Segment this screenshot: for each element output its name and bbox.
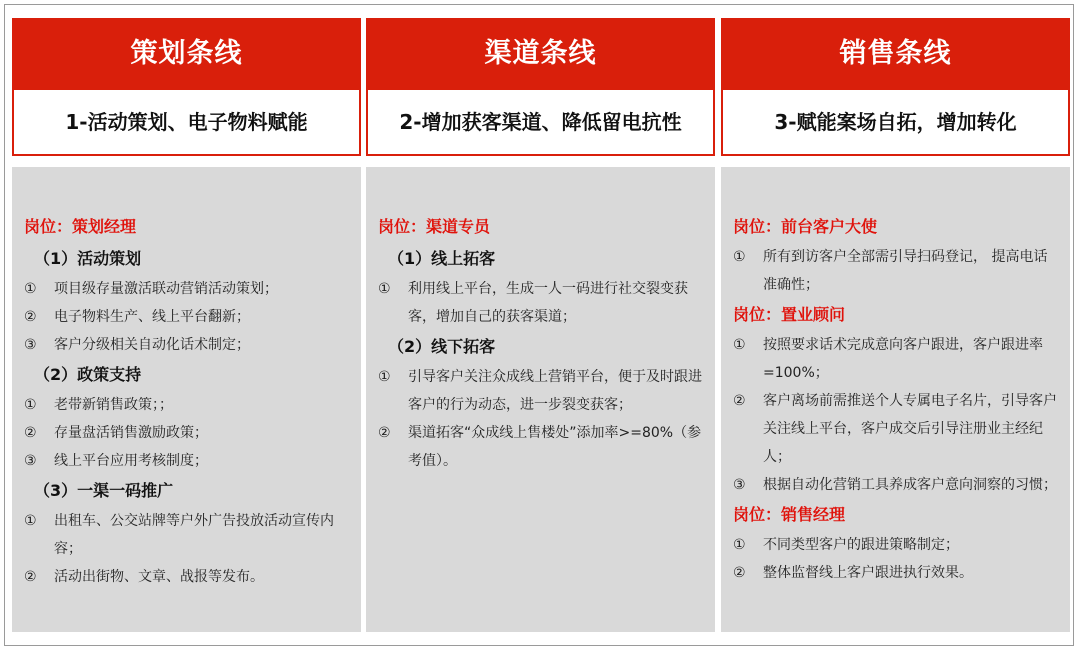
- item-text: 出租车、公交站牌等户外广告投放活动宣传内容；: [54, 513, 334, 557]
- item-number: ②: [24, 309, 37, 325]
- item-number: ③: [24, 337, 37, 353]
- list-item: [733, 531, 1058, 559]
- section-heading: （1）线上拓客: [388, 249, 496, 268]
- list-item: [24, 391, 349, 419]
- list-item: [733, 471, 1058, 499]
- role-heading: 岗位：策划经理: [24, 217, 137, 236]
- item-text: 利用线上平台，生成一人一码进行社交裂变获客，增加自己的获客渠道；: [408, 281, 688, 325]
- column-subtitle: 2-增加获客渠道、降低留电抗性: [366, 90, 715, 156]
- item-text: 项目级存量激活联动营销活动策划；: [54, 281, 278, 297]
- item-text: 引导客户关注众成线上营销平台，便于及时跟进客户的行为动态，进一步裂变获客；: [408, 369, 702, 413]
- role-heading: 岗位：前台客户大使: [733, 217, 878, 236]
- section-heading: （2）线下拓客: [388, 337, 496, 356]
- column-body: [12, 167, 361, 632]
- list-item: [24, 419, 349, 447]
- item-number: ①: [378, 281, 391, 297]
- item-number: ①: [24, 513, 37, 529]
- column-channel: [366, 18, 715, 469]
- item-text: 活动出街物、文章、战报等发布。: [54, 569, 264, 585]
- list-item: [24, 563, 349, 591]
- item-text: 电子物料生产、线上平台翻新；: [54, 309, 250, 325]
- column-planning: [12, 18, 361, 585]
- item-number: ③: [24, 453, 37, 469]
- item-text: 线上平台应用考核制度；: [54, 453, 208, 469]
- item-text: 按照要求话术完成意向客户跟进，客户跟进率=100%；: [763, 337, 1043, 381]
- role-heading: 岗位：置业顾问: [733, 305, 846, 324]
- item-text: 老带新销售政策；；: [54, 397, 173, 413]
- section-heading: （2）政策支持: [34, 365, 142, 384]
- item-text: 客户分级相关自动化话术制定；: [54, 337, 250, 353]
- column-subtitle: 1-活动策划、电子物料赋能: [12, 90, 361, 156]
- item-text: 不同类型客户的跟进策略制定；: [763, 537, 959, 553]
- section-heading: （1）活动策划: [34, 249, 142, 268]
- item-text: 根据自动化营销工具养成客户意向洞察的习惯；: [763, 477, 1057, 493]
- column-subtitle: 3-赋能案场自拓，增加转化: [721, 90, 1070, 156]
- list-item: [733, 387, 1058, 471]
- column-body: [721, 167, 1070, 632]
- role-heading: 岗位：渠道专员: [378, 217, 491, 236]
- item-text: 所有到访客户全部需引导扫码登记， 提高电话准确性；: [763, 249, 1048, 293]
- list-item: [733, 243, 1058, 299]
- item-number: ①: [24, 281, 37, 297]
- item-number: ②: [733, 565, 746, 581]
- column-sales: [721, 18, 1070, 581]
- item-text: 客户离场前需推送个人专属电子名片，引导客户关注线上平台，客户成交后引导注册业主经纪人；: [763, 393, 1057, 465]
- item-text: 渠道拓客“众成线上售楼处”添加率>=80%（参考值）。: [408, 425, 702, 469]
- item-number: ①: [24, 397, 37, 413]
- column-title: 渠道条线: [366, 18, 715, 90]
- list-item: [24, 275, 349, 303]
- list-item: [378, 363, 703, 419]
- list-item: [24, 507, 349, 563]
- item-number: ①: [733, 337, 746, 353]
- role-heading: 岗位：销售经理: [733, 505, 846, 524]
- item-number: ①: [378, 369, 391, 385]
- item-text: 存量盘活销售激励政策；: [54, 425, 208, 441]
- list-item: [733, 559, 1058, 587]
- section-heading: （3）一渠一码推广: [34, 481, 174, 500]
- item-number: ①: [733, 249, 746, 265]
- column-body: [366, 167, 715, 632]
- item-number: ①: [733, 537, 746, 553]
- list-item: [378, 275, 703, 331]
- list-item: [378, 419, 703, 475]
- list-item: [733, 331, 1058, 387]
- item-number: ②: [24, 569, 37, 585]
- column-title: 策划条线: [12, 18, 361, 90]
- list-item: [24, 331, 349, 359]
- item-number: ③: [733, 477, 746, 493]
- list-item: [24, 447, 349, 475]
- item-number: ②: [733, 393, 746, 409]
- list-item: [24, 303, 349, 331]
- item-number: ②: [24, 425, 37, 441]
- column-title: 销售条线: [721, 18, 1070, 90]
- item-text: 整体监督线上客户跟进执行效果。: [763, 565, 973, 581]
- item-number: ②: [378, 425, 391, 441]
